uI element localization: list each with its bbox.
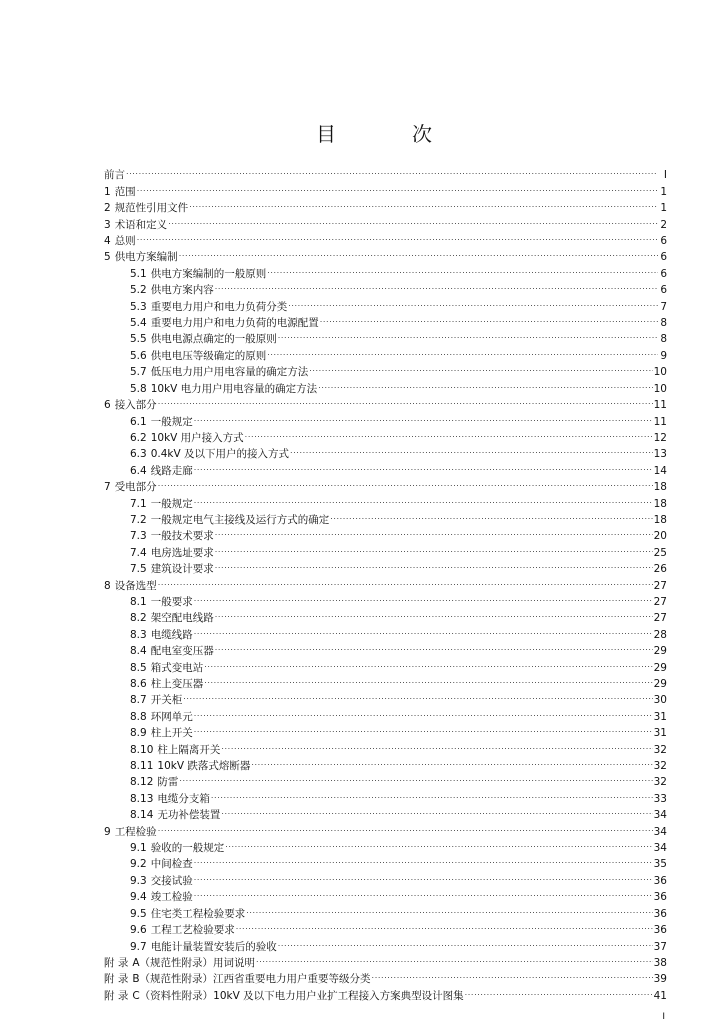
toc-entry-label [130,414,193,430]
toc-entry-page: 11 [653,399,667,412]
toc-entry-page: 41 [653,989,667,1002]
toc-entry-label [130,282,214,298]
toc-leader-dots [137,228,658,244]
toc-entry-text: 交接试验 [150,874,193,887]
toc-leader-dots [158,572,653,588]
toc-entry-text: 工程检验 [114,825,157,838]
toc-entry-page: 18 [653,513,667,526]
toc-leader-dots [168,211,658,227]
toc-entry-text: 中间检查 [150,858,193,871]
toc-leader-dots [194,490,653,506]
toc-entry-page: 39 [653,973,667,986]
toc-entry-number: 8.3 [130,628,147,641]
toc-entry-text: 10kV 跌落式熔断器 [157,760,251,773]
toc-leader-dots [194,867,653,883]
toc-leader-dots [215,605,653,621]
toc-entry-text: 供电电源点确定的一般原则 [150,333,277,346]
toc-entry-label [130,856,193,872]
toc-entry-text: 接入部分 [114,399,157,412]
toc-entry-label [104,824,157,840]
toc-entry-text: 竣工检验 [150,891,193,904]
toc-entry-number: 2 [104,202,111,215]
toc-entry-label [130,906,245,922]
toc-entry-number: 8 [104,579,111,592]
toc-entry[interactable] [104,260,667,280]
toc-entry-text: 住宅类工程检验要求 [150,907,246,920]
toc-entry-label [104,397,157,413]
toc-entry-page: 1 [660,185,667,198]
toc-entry-label [130,922,235,938]
toc-leader-dots [245,425,653,441]
toc-entry-page: 7 [660,300,667,313]
toc-entry-page: 31 [653,710,667,723]
toc-leader-dots [158,392,653,408]
toc-entry-page: 12 [653,431,667,444]
toc-leader-dots [251,753,652,769]
toc-entry-text: 范围 [114,185,136,198]
toc-entry-page: 6 [660,251,667,264]
toc-leader-dots [256,950,653,966]
toc-entry-page: 10 [653,382,667,395]
toc-entry-page: 27 [653,595,667,608]
toc-entry-text: 柱上开关 [150,727,193,740]
toc-entry-text: 柱上隔离开关 [157,743,221,756]
toc-entry-text: 一般规定电气主接线及运行方式的确定 [150,513,330,526]
toc-leader-dots [330,507,652,523]
toc-entry[interactable] [104,769,667,789]
toc-entry-page: 2 [660,218,667,231]
toc-entry-page: 18 [653,481,667,494]
toc-entry-number: 5.7 [130,366,147,379]
toc-entry-number: 6 [104,399,111,412]
toc-leader-dots [179,244,658,260]
toc-leader-dots [194,589,653,605]
toc-entry-number: 8.8 [130,710,147,723]
toc-entry-number: 7.5 [130,563,147,576]
toc-leader-dots [215,638,653,654]
toc-entry-text: 受电部分 [114,481,157,494]
toc-entry-number: 6.3 [130,448,147,461]
toc-entry-number: 5.5 [130,333,147,346]
toc-entry-text: A（规范性附录）用词说明 [132,956,256,969]
toc-entry[interactable] [104,687,667,707]
toc-entry-text: 电缆线路 [150,628,193,641]
toc-entry-number: 3 [104,218,111,231]
table-of-contents [104,162,667,1002]
toc-entry-number: 9 [104,825,111,838]
toc-leader-dots [215,523,653,539]
toc-leader-dots [204,671,652,687]
toc-entry-number: 8.12 [130,776,154,789]
toc-entry-number: 8.10 [130,743,154,756]
toc-entry-label [130,331,277,347]
toc-entry-number: 8.13 [130,792,154,805]
toc-leader-dots [318,375,652,391]
toc-entry-text: 柱上变压器 [150,678,204,690]
toc-entry-number: 8.11 [130,760,154,773]
toc-entry-page: 18 [653,497,667,510]
toc-entry-text: 一般规定 [150,497,193,510]
toc-entry-number: 7 [104,481,111,494]
toc-entry-page: 32 [653,743,667,756]
toc-entry-page: 11 [653,415,667,428]
toc-leader-dots [194,703,653,719]
toc-entry-number: 8.5 [130,661,147,674]
toc-entry-page: 32 [653,776,667,789]
toc-entry-number: 1 [104,185,111,198]
toc-entry-label [130,299,287,315]
toc-entry-text: 前言 [104,169,125,182]
toc-entry-text: C（资料性附录）10kV 及以下电力用户业扩工程接入方案典型设计图集 [132,989,464,1002]
toc-entry-number: 5.8 [130,382,147,395]
toc-entry-page: 33 [653,792,667,805]
toc-leader-dots [158,818,653,834]
toc-entry-number: 8.4 [130,645,147,658]
toc-entry-page: 34 [653,825,667,838]
toc-entry-number: 4 [104,235,111,248]
toc-entry-label [130,627,193,643]
toc-entry-text: 一般技术要求 [150,530,214,543]
toc-entry-number: 8.6 [130,678,147,690]
toc-leader-dots [194,884,653,900]
toc-entry-page: 8 [660,317,667,330]
toc-entry-number: 9.7 [130,940,147,953]
toc-entry-page: 27 [653,579,667,592]
toc-leader-dots [225,835,652,851]
toc-entry[interactable] [104,474,667,494]
toc-entry[interactable] [104,228,667,248]
toc-entry-page: 29 [653,678,667,690]
toc-entry-number: 5.2 [130,284,147,297]
toc-entry-page: 30 [653,694,667,707]
toc-entry-label [104,971,371,987]
toc-entry-text: 防雷 [157,776,179,789]
toc-entry-number: 附 录 [104,973,129,986]
toc-entry[interactable] [104,490,667,510]
toc-entry-text: 电缆分支箱 [157,792,210,805]
toc-leader-dots [290,441,653,457]
toc-entry[interactable] [104,211,667,231]
toc-entry-page: 34 [653,842,667,855]
toc-entry-page: 38 [653,956,667,969]
toc-entry-label [104,988,464,1004]
toc-entry-number: 7.1 [130,497,147,510]
toc-entry-page: 34 [653,809,667,822]
toc-entry-page: 36 [653,924,667,937]
toc-leader-dots [320,310,658,326]
toc-entry-label [104,578,157,594]
toc-entry-number: 9.2 [130,858,147,871]
toc-entry-page: 28 [653,628,667,641]
toc-entry-label [130,742,220,758]
toc-entry-label [130,709,193,725]
toc-leader-dots [194,408,653,424]
toc-entry-text: 配电室变压器 [150,645,214,658]
toc-entry-page: 14 [653,464,667,477]
toc-entry-text: 箱式变电站 [150,661,204,674]
toc-entry-label [130,496,193,512]
toc-entry-page: 6 [660,267,667,280]
toc-entry-number: 5.6 [130,349,147,362]
toc-entry[interactable] [104,392,667,412]
toc-entry-page: 8 [660,333,667,346]
toc-entry-number: 9.4 [130,891,147,904]
toc-entry[interactable] [104,589,667,608]
toc-entry-page: 10 [653,366,667,379]
toc-entry-text: 设备选型 [114,579,157,592]
toc-entry-number: 9.1 [130,842,147,855]
toc-entry-text: 开关柜 [150,694,183,707]
toc-entry-label [130,873,193,889]
toc-entry-page: 1 [660,202,667,215]
toc-entry-page: 25 [653,546,667,559]
toc-entry-page: 6 [660,235,667,248]
toc-entry-page: 35 [653,858,667,871]
toc-leader-dots [288,293,658,309]
toc-entry-label [130,594,193,610]
toc-leader-dots [179,769,652,785]
toc-leader-dots [246,900,652,916]
toc-entry-text: 建筑设计要求 [150,563,214,576]
toc-entry-label [130,528,214,544]
toc-entry-page: 27 [653,612,667,625]
toc-entry-number: 8.9 [130,727,147,740]
toc-entry-label [130,791,210,807]
toc-entry-number: 附 录 [104,989,129,1002]
toc-leader-dots [194,621,653,637]
toc-entry-label [130,430,244,446]
toc-entry-number: 7.3 [130,530,147,543]
toc-entry-number: 8.2 [130,612,147,625]
toc-entry-number: 9.6 [130,924,147,937]
toc-leader-dots [137,178,658,194]
toc-leader-dots [126,162,658,178]
toc-entry-page: 6 [660,284,667,297]
toc-entry-label [130,348,266,364]
page-title-char-1: 目 [316,122,336,146]
toc-leader-dots [158,474,653,490]
toc-leader-dots [194,851,653,867]
toc-entry[interactable] [104,818,667,838]
toc-entry-label [130,643,214,659]
toc-entry-number: 6.1 [130,415,147,428]
toc-entry-label [104,167,125,183]
toc-entry-page: 36 [653,907,667,920]
toc-entry-number: 7.2 [130,513,147,526]
toc-entry[interactable] [104,703,667,723]
toc-entry-label [130,774,178,790]
toc-entry[interactable] [104,178,667,198]
toc-leader-dots [372,966,653,982]
toc-leader-dots [215,277,658,293]
toc-entry-text: 供电方案编制 [114,251,178,264]
page-number: I [662,1012,665,1022]
toc-entry-text: 供电方案编制的一般原则 [150,267,267,280]
toc-entry-number: 8.7 [130,694,147,707]
toc-entry-text: 一般要求 [150,595,193,608]
toc-leader-dots [194,720,653,736]
toc-entry-text: 10kV 用户接入方式 [150,431,244,444]
toc-entry-number: 8.1 [130,595,147,608]
toc-entry-number: 7.4 [130,546,147,559]
toc-entry-page: 29 [653,645,667,658]
toc-entry-label [104,479,157,495]
toc-entry-label [104,184,136,200]
page-title-char-2: 次 [412,122,432,146]
toc-entry-text: 总则 [114,235,136,248]
toc-leader-dots [221,736,652,752]
toc-entry-text: 无功补偿装置 [157,809,221,822]
toc-leader-dots [236,917,653,933]
toc-entry-page: 20 [653,530,667,543]
toc-leader-dots [183,687,652,703]
toc-leader-dots [194,457,653,473]
toc-entry-text: 一般规定 [150,415,193,428]
toc-entry-text: 电能计量装置安装后的验收 [150,940,277,953]
toc-entry-label [104,955,255,971]
toc-entry-number: 6.4 [130,464,147,477]
toc-entry-text: 电房选址要求 [150,546,214,559]
toc-entry-number: 附 录 [104,956,129,969]
toc-entry-text: 验收的一般规定 [150,842,225,855]
toc-entry-number: 9.5 [130,907,147,920]
toc-entry-number: 5.3 [130,300,147,313]
toc-leader-dots [267,260,658,276]
toc-leader-dots [309,359,652,375]
toc-entry-text: 架空配电线路 [150,612,214,625]
toc-leader-dots [204,654,652,670]
toc-entry[interactable] [104,162,667,182]
toc-leader-dots [211,785,653,801]
toc-entry-number: 8.14 [130,809,154,822]
toc-entry-label [130,725,193,741]
toc-entry[interactable] [104,785,667,805]
toc-entry-text: 供电方案内容 [150,284,214,297]
toc-entry-label [130,364,308,380]
toc-entry-label [130,939,277,955]
toc-entry-text: 重要电力用户和电力负荷分类 [150,300,288,313]
toc-entry-text: 0.4kV 及以下用户的接入方式 [150,448,290,461]
toc-entry-label [130,545,214,561]
toc-entry-number: 5.1 [130,267,147,280]
toc-entry-number: 5 [104,251,111,264]
toc-entry-text: 工程工艺检验要求 [150,924,235,937]
toc-entry-text: 术语和定义 [114,218,168,231]
toc-entry-label [104,249,178,265]
toc-entry-page: I [663,169,667,182]
toc-entry-page: 37 [653,940,667,953]
toc-leader-dots [189,195,658,211]
toc-entry-number: 5.4 [130,317,147,330]
toc-entry-text: B（规范性附录）江西省重要电力用户重要等级分类 [132,973,371,986]
toc-entry-page: 31 [653,727,667,740]
toc-leader-dots [215,556,653,572]
toc-entry[interactable] [104,195,667,215]
toc-entry-label [104,233,136,249]
toc-entry-number: 9.3 [130,874,147,887]
toc-entry[interactable] [104,244,667,264]
toc-entry-text: 低压电力用户用电容量的确定方法 [150,366,309,379]
toc-entry-page: 36 [653,874,667,887]
toc-entry-label [130,889,193,905]
toc-entry-page: 26 [653,563,667,576]
toc-entry-page: 29 [653,661,667,674]
toc-entry-number: 6.2 [130,431,147,444]
toc-entry-page: 13 [653,448,667,461]
toc-leader-dots [278,933,653,949]
toc-leader-dots [465,982,653,998]
toc-entry[interactable] [104,572,667,592]
toc-entry-page: 36 [653,891,667,904]
toc-entry-label [130,660,203,676]
toc-entry-page: 9 [660,349,667,362]
toc-entry-page: 32 [653,760,667,773]
toc-entry[interactable] [104,408,667,428]
toc-entry-text: 10kV 电力用户用电容量的确定方法 [150,382,318,395]
toc-leader-dots [278,326,658,342]
toc-entry-text: 重要电力用户和电力负荷的电源配置 [150,317,319,330]
toc-entry-text: 规范性引用文件 [114,202,189,215]
toc-entry[interactable] [104,835,667,855]
toc-entry-text: 供电电压等级确定的原则 [150,349,267,362]
toc-leader-dots [215,539,653,555]
toc-leader-dots [267,342,658,358]
toc-entry-text: 环网单元 [150,710,193,723]
toc-leader-dots [221,802,652,818]
toc-entry-label [130,692,182,708]
toc-entry-text: 线路走廊 [150,464,193,477]
